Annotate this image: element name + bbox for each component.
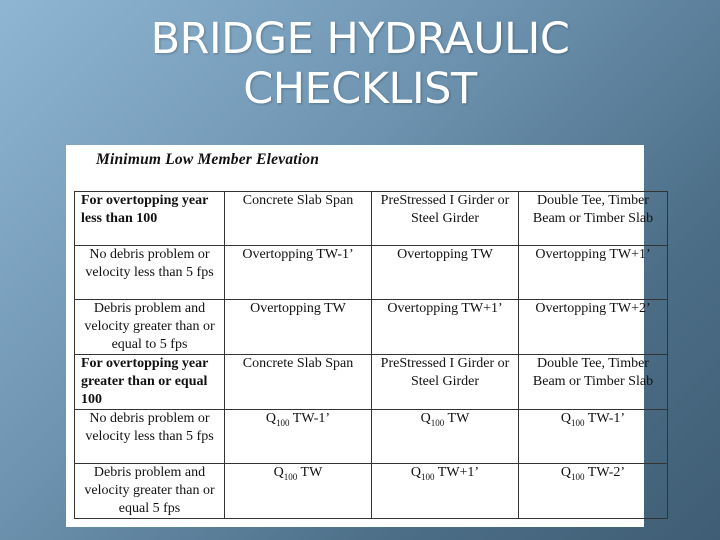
table-cell: Double Tee, Timber Beam or Timber Slab	[519, 192, 668, 246]
table-panel	[66, 145, 654, 527]
table-cell: Double Tee, Timber Beam or Timber Slab	[519, 355, 668, 410]
table-cell: Overtopping TW	[225, 300, 372, 355]
row-label: No debris problem or velocity less than 5 fps	[75, 246, 225, 300]
table-cell: $Q_{100}$ TW+1’	[372, 464, 519, 519]
table-row	[75, 410, 668, 464]
row-label: No debris problem or velocity less than 5 fps	[75, 410, 225, 464]
row-label: For overtopping year greater than or equal 100	[75, 355, 225, 410]
row-label: Debris problem and velocity greater than or equal 5 fps	[75, 464, 225, 519]
slide-title-line-2: CHECKLIST	[243, 64, 477, 114]
table-row	[75, 464, 668, 519]
table-row	[75, 355, 668, 410]
table-cell: Overtopping TW+2’	[519, 300, 668, 355]
elevation-table	[74, 191, 668, 519]
table-row	[75, 192, 668, 246]
table-caption: Minimum Low Member Elevation	[96, 151, 320, 168]
slide-title	[0, 14, 720, 114]
table-cell: $Q_{100}$ TW	[372, 410, 519, 464]
table-row	[75, 246, 668, 300]
table-cell: Overtopping TW-1’	[225, 246, 372, 300]
slide-title-line-1: BRIDGE HYDRAULIC	[150, 14, 570, 64]
table-cell: $Q_{100}$ TW-1’	[225, 410, 372, 464]
table-row	[75, 300, 668, 355]
table-cell: Concrete Slab Span	[225, 192, 372, 246]
table-cell: $Q_{100}$ TW-1’	[519, 410, 668, 464]
table-cell: Overtopping TW+1’	[372, 300, 519, 355]
table-cell: $Q_{100}$ TW	[225, 464, 372, 519]
table-cell: PreStressed I Girder or Steel Girder	[372, 192, 519, 246]
row-label: For overtopping year less than 100	[75, 192, 225, 246]
table-cell: Overtopping TW+1’	[519, 246, 668, 300]
row-label: Debris problem and velocity greater than or equal to 5 fps	[75, 300, 225, 355]
table-cell: Overtopping TW	[372, 246, 519, 300]
table-cell: Concrete Slab Span	[225, 355, 372, 410]
table-cell: PreStressed I Girder or Steel Girder	[372, 355, 519, 410]
table-cell: $Q_{100}$ TW-2’	[519, 464, 668, 519]
